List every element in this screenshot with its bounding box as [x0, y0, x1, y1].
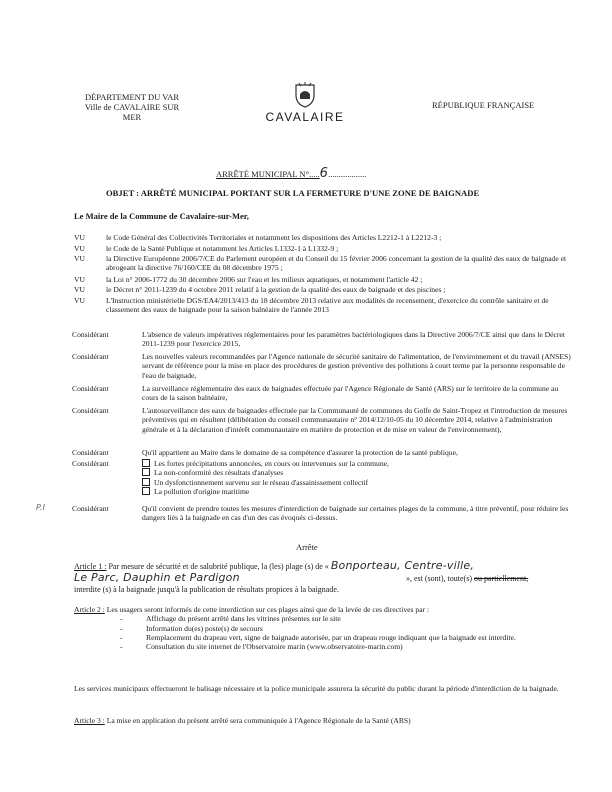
- vu-row-1: [74, 233, 572, 243]
- considerant-row-1: [74, 330, 572, 350]
- considerant-text-2: Les nouvelles valeurs recommandées par l'Agence nationale de sécurité sanitaire de l'alimentation, de l'environnement et du travail (ANSES) servant de référence pour la mise en place des procédures de gestion préventive des pollutions à court terme par la personne responsable de l'eau de baignade,: [142, 352, 571, 380]
- arrete-dots: ..................: [328, 169, 367, 179]
- article-2-label: Article 2 :: [74, 605, 105, 614]
- vu-label: VU: [74, 233, 85, 242]
- header-mer: MER: [122, 112, 142, 122]
- article-2-after: Les services municipaux effectueront le balisage nécessaire et la police municipale assurera la sécurité du public durant la période d'interdiction de la baignade.: [74, 684, 559, 693]
- considerant-text-4: L'autosurveillance des eaux de baignades effectuée par la Communauté de communes du Golfe de Saint-Tropez et l'introduction de mesures préventives qui en résultent (délibération du conseil communautaire n° 2014/12/10-05 du 10 décembre 2014, relative à l'administration générale et à la déclaration d'intérêt communautaire en matière de protection et de mise en valeur de l'environnement),: [142, 406, 568, 434]
- article-1-beaches-1: Bonporteau, Centre-ville,: [330, 559, 475, 572]
- considerant-label: Considérant: [72, 406, 109, 415]
- header-left: [72, 92, 192, 122]
- vu-label: VU: [74, 296, 85, 305]
- article-2: [74, 605, 574, 651]
- arrete-label: ARRÊTÉ MUNICIPAL N°.....: [216, 169, 320, 179]
- article-2-intro-line: [74, 605, 574, 614]
- considerant-row-4: [74, 406, 572, 446]
- considerant-row-checks: [74, 459, 572, 501]
- article-3-text: La mise en application du présent arrêté sera communiquée à l'Agence Régionale de la Santé (ARS): [106, 716, 411, 725]
- vu-label: VU: [74, 275, 85, 284]
- article-1-text-2: », est (sont), toute(s): [406, 574, 472, 583]
- condition-check-label: La pollution d'origine maritime: [154, 486, 250, 496]
- list-item: - Consultation du site internet de l'Observatoire marin (www.observatoire-marin.com): [146, 642, 566, 651]
- considerant-text-5: Qu'il appartient au Maire dans le domaine de sa compétence d'assurer la protection de la santé publique,: [142, 448, 458, 457]
- article-3-label: Article 3 :: [74, 716, 105, 725]
- vu-row-3: [74, 254, 572, 274]
- vu-label: VU: [74, 285, 85, 294]
- condition-check-label: Un dysfonctionnement survenu sur le réseau d'assainissement collectif: [154, 477, 369, 487]
- condition-check-item: [142, 459, 572, 468]
- arrete-number-line: [216, 166, 366, 181]
- logo-text: CAVALAIRE: [265, 110, 345, 124]
- article-2-intro: Les usagers seront informés de cette interdiction sur ces plages ainsi que de la levée de ces directives par :: [106, 605, 430, 614]
- vu-text-5: le Décret n° 2011-1239 du 4 octobre 2011 relatif à la gestion de la qualité des eaux de baignade et des piscines ;: [106, 285, 446, 294]
- article-1-label: Article 1 :: [74, 562, 107, 571]
- vu-text-4: la Loi n° 2006-1772 du 30 décembre 2006 sur l'eau et les milieux aquatiques, et notamment l'article 42 ;: [106, 275, 423, 284]
- maire-intro: Le Maire de la Commune de Cavalaire-sur-Mer,: [74, 211, 249, 221]
- arrete-heading: Arrête: [296, 542, 318, 552]
- considerant-label: Considérant: [72, 384, 109, 393]
- article-1-strike: ou partiellement,: [474, 574, 529, 583]
- considerant-row-5: [74, 448, 572, 458]
- checkbox[interactable]: [142, 487, 150, 495]
- article-2-list: [146, 614, 566, 651]
- article-1-line-2: [74, 572, 574, 584]
- list-item: - Information du(es) poste(s) de secours: [146, 624, 566, 633]
- margin-handwritten-mark: P.I: [36, 503, 46, 512]
- vu-text-2: le Code de la Santé Publique et notamment les Articles L1332-1 à L1332-9 ;: [106, 244, 339, 253]
- checkbox[interactable]: [142, 478, 150, 486]
- vu-label: VU: [74, 254, 85, 263]
- vu-row-2: [74, 244, 572, 254]
- considerant-label: Considérant: [72, 330, 109, 339]
- considerant-label: Considérant: [72, 448, 109, 457]
- header-republique: RÉPUBLIQUE FRANÇAISE: [432, 100, 535, 110]
- considerant-row-2: [74, 352, 572, 382]
- condition-check-item: [142, 478, 572, 487]
- considerant-row-3: [74, 384, 572, 404]
- header-departement: DÉPARTEMENT DU VAR: [84, 92, 180, 102]
- crest-icon: [294, 82, 316, 108]
- vu-label: VU: [74, 244, 85, 253]
- considerant-text-3: La surveillance réglementaire des eaux de baignades effectuée par l'Agence Régionale de Santé (ARS) sur le territoire de la commune au cours de la saison balnéaire,: [142, 384, 559, 403]
- considerant-label: Considérant: [72, 459, 109, 468]
- list-item: - Remplacement du drapeau vert, signe de baignade autorisée, par un drapeau rouge indiquant que la baignade est interdite.: [146, 633, 566, 642]
- considerant-text-last: Qu'il convient de prendre toutes les mesures d'interdiction de baignade sur certaines plages de la commune, à titre préventif, pour réduire les dangers liés à la baignade en cas d'un des cas évoqués ci-dessus.: [142, 504, 569, 523]
- condition-check-item: [142, 468, 572, 477]
- condition-check-label: Les fortes précipitations annoncées, en cours ou intervenues sur la commune,: [154, 459, 389, 468]
- vu-text-1: le Code Général des Collectivités Territoriales et notamment les dispositions des Articles L2212-1 à L2212-3 ;: [106, 233, 442, 242]
- considerant-label: Considérant: [72, 352, 109, 361]
- article-1-beaches-2: Le Parc, Dauphin et Pardigon: [74, 571, 240, 584]
- considerant-row-last: [74, 504, 572, 524]
- considerant-label: Considérant: [72, 504, 109, 513]
- article-1: [74, 560, 574, 595]
- vu-row-4: [74, 275, 572, 285]
- list-item: - Affichage du présent arrêté dans les vitrines présentes sur le site: [146, 614, 566, 623]
- condition-check-item: [142, 487, 572, 496]
- arrete-objet: OBJET : ARRÊTÉ MUNICIPAL PORTANT SUR LA FERMETURE D'UNE ZONE DE BAIGNADE: [106, 188, 480, 198]
- arrete-number: 6: [319, 166, 329, 181]
- header-ville: Ville de CAVALAIRE SUR: [84, 102, 180, 112]
- checkbox[interactable]: [142, 468, 150, 476]
- considerant-text-1: L'absence de valeurs impératives réglementaires pour les paramètres bactériologiques dans la Directive 2006/7/CE ainsi que dans le Décret 2011-1239 pour l'exercice 2015,: [142, 330, 565, 349]
- article-1-text-1: Par mesure de sécurité et de salubrité publique, la (les) plage (s) de «: [108, 562, 329, 571]
- checkbox[interactable]: [142, 459, 150, 467]
- article-3: [74, 716, 574, 725]
- city-logo: [262, 82, 348, 132]
- vu-text-3: la Directive Européenne 2006/7/CE du Parlement européen et du Conseil du 15 février 2006 concernant la gestion de la qualité des eaux de baignade et abrogeant la directive 76/160/CEE du 08 décembre 1975 ;: [106, 254, 567, 273]
- vu-row-5: [74, 285, 572, 295]
- condition-checklist: [142, 459, 572, 496]
- article-1-text-3: interdite (s) à la baignade jusqu'à la publication de résultats propices à la baignade.: [74, 585, 339, 594]
- vu-row-6: [74, 296, 572, 316]
- vu-text-6: L'Instruction ministérielle DGS/EA4/2013/413 du 18 décembre 2013 relative aux modalités de recensement, d'exercice du contrôle sanitaire et de classement des eaux de baignade pour la saison balnéaire de l'année 2013: [106, 296, 549, 315]
- condition-check-label: La non-conformité des résultats d'analyses: [154, 468, 284, 478]
